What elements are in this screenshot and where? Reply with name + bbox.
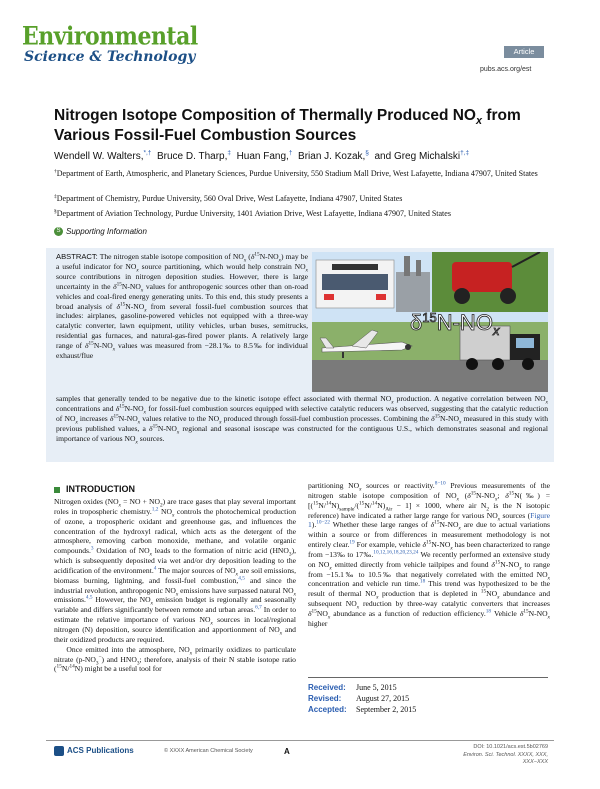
author[interactable]: and Greg Michalski†,‡ bbox=[374, 149, 470, 162]
author[interactable]: Huan Fang,† bbox=[236, 149, 293, 162]
author[interactable]: Wendell W. Walters,*,† bbox=[54, 149, 152, 162]
bus-image bbox=[316, 260, 394, 308]
toc-label: $\delta^{15}N-NO_x$ bbox=[410, 310, 500, 338]
acs-hexagon-icon bbox=[54, 746, 64, 756]
body-column-right: partitioning $NO_x$ sources or reactivity.$^{8-10}$ Previous measurements of the nitrogen stable isotope composition of $NO_x$ ($\delta^{15}N-NO_x$; $\delta^{15}N(‰) = [(^{15}N/^{14}N)_{sample}/(^{15}N/^{14}N)_{Air} - 1] \times 1000$, where air $N_2$ is the N isotopic reference) have indicated a rather large range for various $NO_x$ sources (Figure 1).$^{10-22}$ Whether these large ranges of $\delta^{15}N-NO_x$ are due to actual variations within a source or from differences in measurement methodology is not entirely clear.$^{19}$ For example, vehicle $\delta^{15}N-NO_x$ has been characterized to range from −13‰ to 17‰.$^{10,12,16,18,20,23,24}$ We recently performed an extensive study on $NO_x$ emitted directly from vehicle tailpipes and found $\delta^{15}N-NO_x$ to range from −15.1‰ to 10.5‰ that negatively correlated with the emitted $NO_x$ concentration and vehicle run time.$^{18}$ This trend was hypothesized to be the result of thermal $NO_x$ production that is depleted in $^{15}NO_x$ abundance and subsequent $NO_x$ reduction by three-way catalytic converters that increases $\delta^{15}NO_x$ abundance as a function of reduction efficiency.$^{18}$ Vehicle $\delta^{15}N-NO_x$ higher bbox=[308, 480, 551, 628]
article-dates bbox=[308, 682, 548, 715]
supporting-info-link[interactable]: S Supporting Information bbox=[54, 227, 147, 236]
affiliation: †Department of Earth, Atmospheric, and Planetary Sciences, Purdue University, 550 Stadium Mall Drive, West Lafayette, Indiana 47907, United States bbox=[54, 168, 538, 178]
journal-logo-subtitle: Science & Technology bbox=[24, 49, 196, 65]
lawn-mower-image bbox=[432, 252, 548, 312]
affiliation: ‡Department of Chemistry, Purdue University, 560 Oval Drive, West Lafayette, Indiana 47907, United States bbox=[54, 193, 403, 203]
article-type-badge: Article bbox=[504, 46, 544, 58]
journal-citation: Environ. Sci. Technol. XXXX, XXX, XXX−XXX bbox=[463, 751, 548, 765]
divider bbox=[46, 740, 554, 741]
abstract-text-continued: samples that generally tended to be negative due to the kinetic isotope effect associated with thermal $NO_x$ production. A negative correlation between $NO_x$ concentrations and $\delta^{15}N-NO_x$ for fossil-fuel combustion sources equipped with selective catalytic reducers was observed, suggesting that the catalytic reduction of $NO_x$ increases $\delta^{15}N-NO_x$ values relative to the $NO_x$ produced through fossil-fuel combustion processes. Combining the $\delta^{15}N-NO_x$ measured in this study with previous published values, a $\delta^{15}N-NO_x$ regional and seasonal isoscape was constructed for the contiguous U.S., which demonstrates seasonal and regional importance of various $NO_x$ sources. bbox=[56, 394, 549, 446]
author-list bbox=[54, 151, 554, 162]
date-received: Received: June 5, 2015 bbox=[308, 683, 397, 692]
toc-graphic bbox=[312, 252, 548, 392]
supporting-info-icon: S bbox=[54, 227, 63, 236]
journal-logo bbox=[22, 21, 198, 52]
doi-citation bbox=[452, 744, 548, 767]
affiliation: §Department of Aviation Technology, Purdue University, 1401 Aviation Drive, West Lafayette, Indiana 47907, United States bbox=[54, 208, 451, 218]
article-title: Nitrogen Isotope Composition of Thermally Produced $NO_x$ from Various Fossil-Fuel Combustion Sources bbox=[54, 107, 521, 144]
publisher-logo: ACS Publications bbox=[54, 746, 134, 756]
author[interactable]: Bruce D. Tharp,‡ bbox=[156, 149, 232, 162]
author[interactable]: Brian J. Kozak,§ bbox=[298, 149, 369, 162]
page-number: A bbox=[284, 747, 290, 756]
doi-link[interactable]: DOI: 10.1021/acs.est.5b02769 bbox=[473, 744, 548, 750]
section-marker-icon bbox=[54, 487, 60, 493]
journal-url-link[interactable]: pubs.acs.org/est bbox=[480, 66, 532, 73]
date-revised: Revised: August 27, 2015 bbox=[308, 694, 410, 703]
body-column-left: Nitrogen oxides ($NO_x$ = NO + $NO_2$) are trace gases that play several important roles in tropospheric chemistry.$^{1,2}$ $NO_x$ controls the photochemical production of ozone, a tropospheric oxidant and greenhouse gas, and influences the concentration of the hydroxyl radical, which acts as the detergent of the atmosphere, removing carbon monoxide, methane, and volatile organic compounds.$^3$ Oxidation of $NO_x$ leads to the formation of nitric acid $(HNO_3)$, which is subsequently deposited via wet and/or dry deposition leading to the acidification of the environment.$^4$ The major sources of $NO_x$ are soil emissions, biomass burning, lightning, and fossil-fuel combustion,$^{4,5}$ and since the industrial revolution, anthropogenic $NO_x$ emissions have surpassed natural $NO_x$ emissions.$^{4,5}$ However, the $NO_x$ emission budget is regionally and seasonally variable and differs significantly between remote and urban areas.$^{6,7}$ In order to estimate the relative importance of various $NO_x$ sources in local/regional nitrogen (N) deposition, source identification and apportionment of $NO_x$ and their oxidized products are required. Once emitted into the atmosphere, $NO_x$ primarily oxidizes to particulate nitrate $(p-NO_3^-)$ and $HNO_3$; therefore, analysis of their N stable isotope ratio ($^{15}$N/$^{14}$N) might be a useful tool for bbox=[54, 497, 297, 674]
logo-line-1: Environmental bbox=[22, 21, 198, 52]
copyright-notice: © XXXX American Chemical Society bbox=[164, 748, 253, 754]
date-accepted: Accepted: September 2, 2015 bbox=[308, 705, 417, 714]
section-heading-introduction: INTRODUCTION bbox=[54, 484, 135, 494]
abstract-text: ABSTRACT: The nitrogen stable isotope composition of $NO_x$ $(\delta^{15}N-NO_x)$ may be a useful indicator for $NO_x$ source partitioning, which would help constrain $NO_x$ source contributions in nitrogen deposition studies. However, there is large uncertainty in the $\delta^{15}N-NO_x$ values for anthropogenic sources other than on-road vehicles and coal-fired energy generating units. To this end, this study presents a broad analysis of $\delta^{15}N-NO_x$ from several fossil-fuel combustion sources that includes: airplanes, gasoline-powered vehicles not equipped with a three-way catalytic converter, lawn equipment, utility vehicles, urban buses, semitrucks, residential gas furnaces, and natural-gas-fired power plants. A relatively large range of $\delta^{15}N-NO_x$ values was measured from −28.1‰ to 8.5‰ for individual exhaust/flue bbox=[56, 251, 309, 361]
divider bbox=[308, 677, 548, 678]
